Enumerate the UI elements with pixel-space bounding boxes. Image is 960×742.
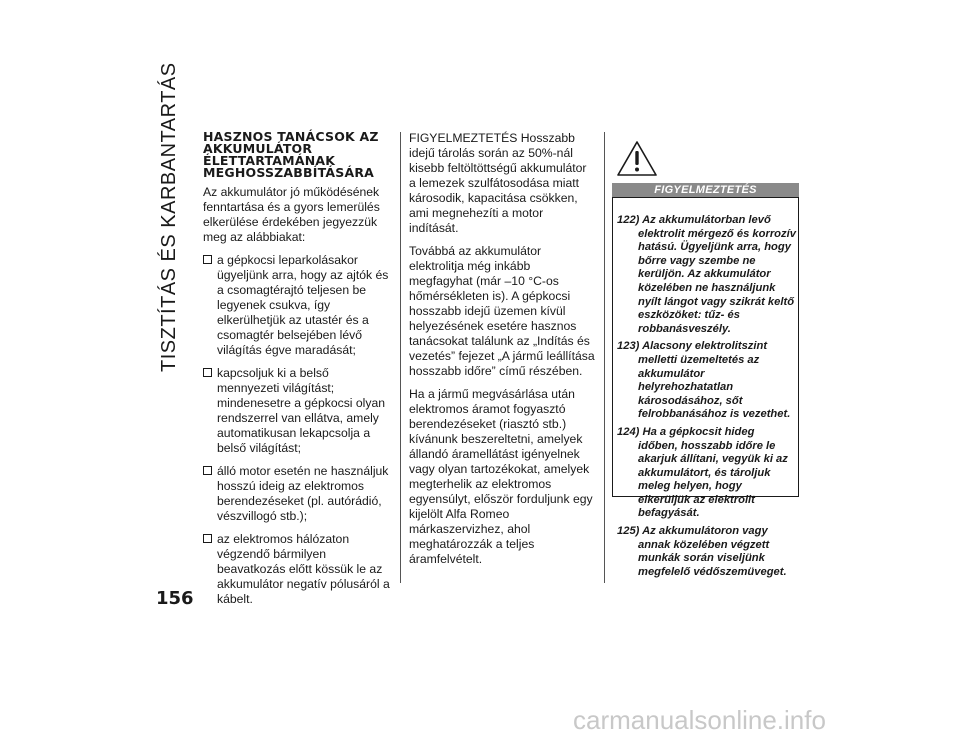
warning-item: 124) Ha a gépkocsit hideg időben, hosszabb időre le akarjuk állítani, vegyük ki az akkumulátort, és tároljuk meleg helyen, hogy elkerüljük az elektrolit befagyását. bbox=[617, 425, 788, 520]
section-heading: HASZNOS TANÁCSOK AZ AKKUMULÁTOR ÉLETTARTAMÁNAK MEGHOSSZABBÍTÁSÁRA bbox=[203, 129, 379, 180]
paragraph: Ha a jármű megvásárlása után elektromos áramot fogyasztó berendezéseket (riasztó stb.) kívánunk beszereltetni, amelyek állandó áramellátást igényelnek vagy olyan tartozékokat, amelyek megterhelik az elektromos egyensúlyt, először forduljunk egy kijelölt Alfa Romeo márkaszervizhez, ahol meghatározzák a teljes áramfelvételt. bbox=[409, 387, 593, 566]
checkbox-bullet-icon bbox=[203, 368, 212, 377]
page-number: 156 bbox=[156, 588, 194, 609]
intro-paragraph: Az akkumulátor jó működésének fenntartása és a gyors lemerülés elkerülése érdekében jegyezzük meg az alábbiakat: bbox=[203, 185, 380, 244]
warning-triangle-icon bbox=[617, 141, 657, 176]
column-left bbox=[203, 131, 391, 615]
list-item: a gépkocsi leparkolásakor ügyeljünk arra, hogy az ajtók és a csomagtérajtó teljesen be legyenek csukva, így elkerülhetjük az utastér és a csomagtér belsejében lévő világítás égve maradását; bbox=[203, 253, 391, 358]
checkbox-bullet-icon bbox=[203, 534, 212, 543]
column-divider bbox=[400, 132, 401, 583]
checkbox-bullet-icon bbox=[203, 466, 212, 475]
paragraph: FIGYELMEZTETÉS Hosszabb idejű tárolás során az 50%-nál kisebb feltöltöttségű akkumulátor a lemezek szulfátosodása miatt károsodik, kapacitása csökken, ami megnehezíti a motor indítását. bbox=[409, 131, 587, 235]
warning-title-bar: FIGYELMEZTETÉS bbox=[612, 183, 799, 197]
list-item: álló motor esetén ne használjuk hosszú ideig az elektromos berendezéseket (pl. autórádió, vészvillogó stb.); bbox=[203, 464, 391, 524]
watermark-text: carmanualsonline.info bbox=[573, 705, 826, 735]
tips-list bbox=[203, 253, 391, 607]
warning-item: 125) Az akkumulátoron vagy annak közelében végzett munkák során viseljünk megfelelő védőszemüveget. bbox=[617, 525, 787, 578]
chapter-title: TISZTÍTÁS ÉS KARBANTARTÁS bbox=[158, 62, 180, 372]
column-divider bbox=[604, 132, 605, 583]
warning-list bbox=[617, 214, 797, 583]
warning-item: 122) Az akkumulátorban levő elektrolit mérgező és korrozív hatású. Ügyeljünk arra, hogy bőrre vagy szembe ne kerüljön. Az akkumulátor közelében ne használjunk nyílt lángot vagy szikrát keltő eszközöket: tűz- és robbanásveszély. bbox=[617, 214, 796, 335]
checkbox-bullet-icon bbox=[203, 255, 212, 264]
paragraph: Továbbá az akkumulátor elektrolitja még inkább megfagyhat (már –10 °C-os hőmérsékleten is). A gépkocsi hosszabb idejű üzemen kívül helyezésének esetére hasznos tanácsokat találunk az „Indítás és vezetés” fejezet „A jármű leállítása hosszabb időre” című részében. bbox=[409, 244, 595, 378]
list-item: kapcsoljuk ki a belső mennyezeti világítást; mindenesetre a gépkocsi olyan rendszerrel van ellátva, amely automatikusan lekapcsolja a belső világítást; bbox=[203, 366, 391, 456]
list-item: az elektromos hálózaton végzendő bármilyen beavatkozás előtt kössük le az akkumulátor negatív pólusáról a kábelt. bbox=[203, 532, 391, 607]
column-middle bbox=[409, 131, 595, 575]
warning-item: 123) Alacsony elektrolitszint melletti üzemeltetés az akkumulátor helyrehozhatatlan károsodásához, sőt felrobbanásához is vezethet. bbox=[617, 340, 791, 421]
